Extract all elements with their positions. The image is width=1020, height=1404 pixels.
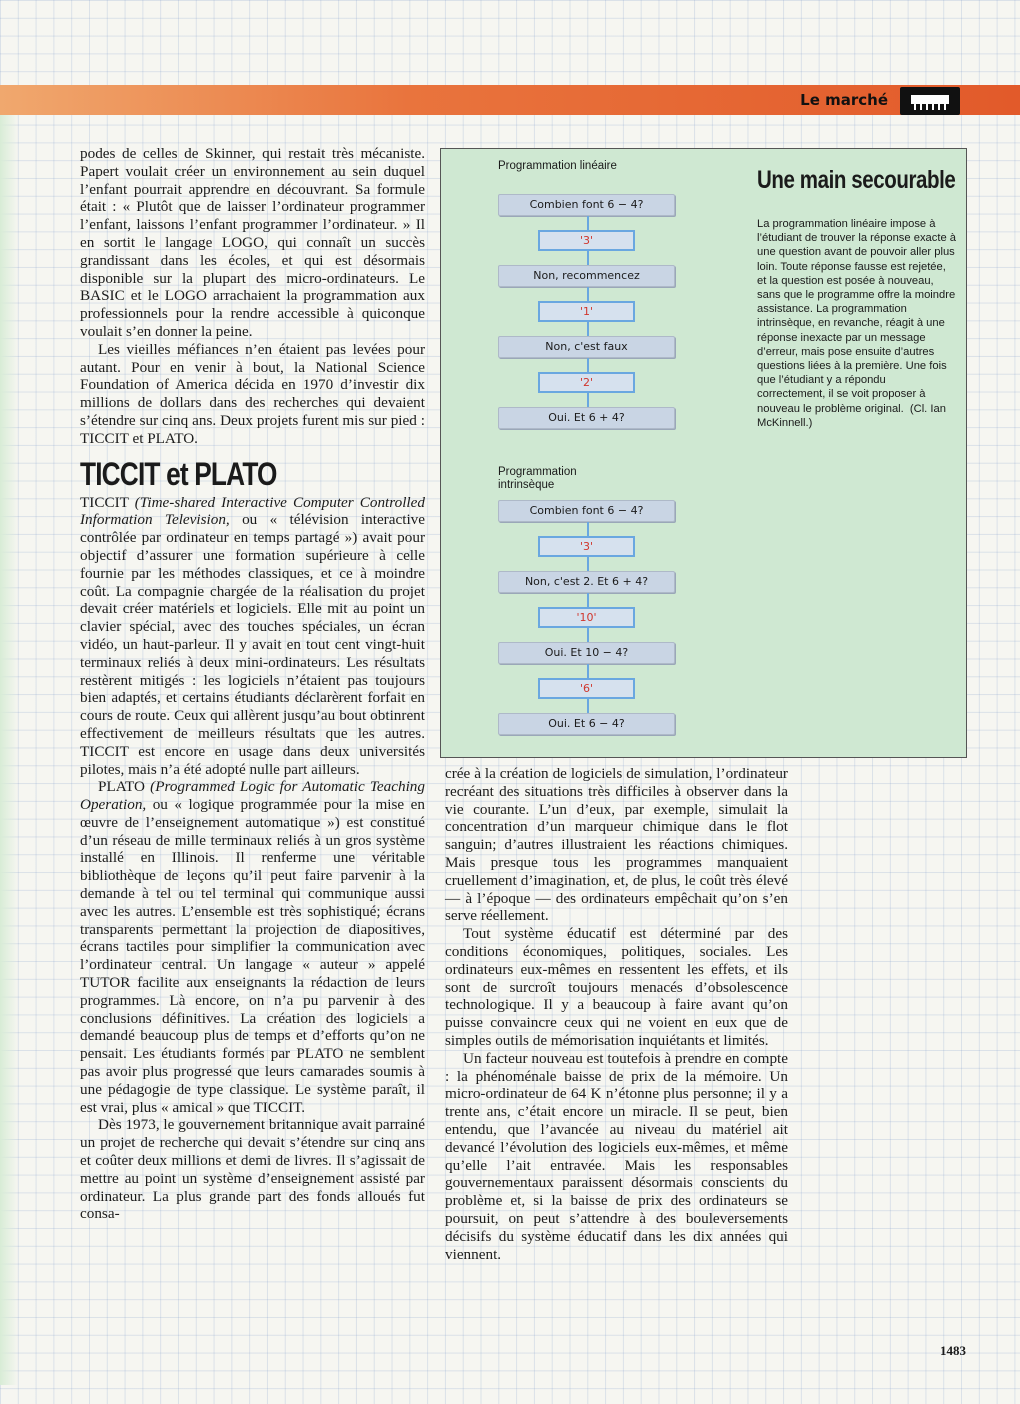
flow-question-box: Combien font 6 − 4? — [498, 194, 675, 216]
section-heading: TICCIT et PLATO — [80, 455, 277, 492]
sidebar-text — [757, 217, 957, 430]
plato-text: ou « logique programmée pour la mise en œuvre de l’enseignement automatique ») est constitué d’un réseau de mille terminaux reliés à un gros système installé en Illinois. Il renferme une véritable bibliothèque de leçons qu’il peut faire parvenir à la demande à tel ou tel terminal qui communique aussi avec les autres. L’ensemble est très sophistiqué; écrans transparents permettant la projection de diapositives, écrans tactiles pour simplifier la communication avec l’ordinateur central. Un langage « auteur » appelé TUTOR facilite aux enseignants la rédaction de leurs programmes. Là encore, on n’a pu parvenir à des conclusions définitives. La création des logiciels a demandé beaucoup plus de temps et d’efforts qu’on ne pensait. Les étudiants formés par PLATO ne semblent pas avoir plus progressé que leurs camarades soumis à une pédagogie de type classique. Le système paraît, il est vrai, plus « amical » que TICCIT. — [80, 796, 425, 1116]
paragraph: Les vieilles méfiances n’en étaient pas levées pour autant. Pour en venir à bout, la National Science Foundation of America décida en 1970 d’investir dix millions de dollars dans des recherches qui devaient s’étendre sur cinq ans. Deux projets furent mis sur pied : TICCIT et PLATO. — [80, 340, 425, 447]
paragraph: crée à la création de logiciels de simulation, l’ordinateur recréant des situations très difficiles à observer dans la vie courante. L’un d’eux, par exemple, simulait la concentration d’un marqueur chimique dans le flot sanguin; d’autres illustraient les réactions chimiques. Mais presque tous les programmes manquaient cruellement d’imagination, et, de plus, le coût très élevé — à l’époque — des ordinateurs empêchait qu’on s’en serve réellement. — [445, 765, 788, 925]
flow-connector — [587, 393, 589, 407]
page-number: 1483 — [940, 1343, 966, 1358]
paragraph — [80, 778, 425, 1116]
paragraph: podes de celles de Skinner, qui restait très mécaniste. Papert voulait créer un environnement au sein duquel l’enfant pourrait apprendre en découvrant. Sa formule était : « Plutôt que de laisser l’ordinateur programmer l’enfant, laissons l’enfant programmer l’ordinateur. » Il en sortit le langage LOGO, qui connaît un succès grandissant dans les écoles, et qui est désormais disponible sur la plupart des micro-ordinateurs. Le BASIC et le LOGO arrachaient la programmation aux professionnels pour la rendre accessible à quiconque voulait s’en donner la peine. — [80, 145, 425, 340]
flow-question-box: Non, c'est faux — [498, 336, 675, 358]
plato-lead: PLATO — [98, 778, 151, 796]
flow-connector — [587, 322, 589, 336]
section-logo-icon — [900, 87, 960, 115]
ticcit-text: ou « télévision interactive contrôlée par ordinateur en temps partagé ») avait pour objectif d’assurer une formation supérieure à celle fournie par les méthodes classiques, et ce à moindre coût. La compagnie chargée de la réalisation du projet devait créer matériels et logiciels. Elle mit au point un clavier spécial, avec des touches spéciales, un écran vidéo, un haut-parleur. Il y avait en tout cent vingt-huit terminaux reliés à deux mini-ordinateurs. Les résultats restèrent mitigés : les logiciels n’étaient pas toujours bien adaptés, et certains étudiants déclarèrent forfait en cours de route. Ceux qui allèrent jusqu’au bout obtinrent effectivement de meilleurs résultats que les autres. TICCIT est encore en usage dans deux universités pilotes, mais n’a été adopté nulle part ailleurs. — [80, 511, 425, 778]
flow-answer-box: '3' — [538, 536, 635, 557]
flow-connector — [587, 699, 589, 713]
flow-question-box: Non, recommencez — [498, 265, 675, 287]
section-title: Le marché — [800, 91, 888, 109]
plato-expansion: (Programmed Logic for Automatic Teaching Operation, — [80, 778, 425, 814]
flow-question-box: Non, c'est 2. Et 6 + 4? — [498, 571, 675, 593]
ticcit-expansion: (Time-shared Interactive Computer Controlled Information Television, — [80, 493, 425, 529]
flow-question-box: Oui. Et 6 − 4? — [498, 713, 675, 735]
sidebar-title: Une main secourable — [757, 166, 956, 194]
flow-connector — [587, 557, 589, 571]
flow-connector — [587, 593, 589, 607]
flow-connector — [587, 522, 589, 536]
flow-answer-box: '3' — [538, 230, 635, 251]
flow-question-box: Oui. Et 10 − 4? — [498, 642, 675, 664]
right-column — [445, 765, 788, 1263]
paragraph — [80, 494, 425, 779]
ticcit-lead: TICCIT — [80, 493, 135, 511]
flow-connector — [587, 358, 589, 372]
flow-question-box: Oui. Et 6 + 4? — [498, 407, 675, 429]
paragraph: Un facteur nouveau est toutefois à prendre en compte : la phénoménale baisse de prix de la mémoire. Un micro-ordinateur de 64 K n’étonne plus personne; il y a trente ans, c’était encore un miracle. Il se peut, bien entendu, que l’avancée au niveau du matériel ait devancé l’évolution des logiciels eux-mêmes, et même qu’elle l’ait entravée. Mais les responsables gouvernementaux paraissent désormais conscients du problème et, si la baisse de prix des ordinateurs se poursuit, on peut s’attendre à des bouleversements décisifs du système éducatif dans les dix années qui viennent. — [445, 1049, 788, 1263]
flow-connector — [587, 251, 589, 265]
paragraph: Tout système éducatif est déterminé par des conditions économiques, politiques, sociales. Les ordinateurs eux-mêmes en ressentent les effets, et ils sont de surcroît toujours menacés d’obsolescence technologique. Il y a beaucoup à faire avant qu’on puisse convaincre ceux qui ne voient en eux que de simples outils de mémorisation inquiétants et limités. — [445, 925, 788, 1049]
left-edge-tint — [0, 115, 18, 1385]
left-column — [80, 145, 425, 1223]
flow-answer-box: '2' — [538, 372, 635, 393]
flow-question-box: Combien font 6 − 4? — [498, 500, 675, 522]
flow-connector — [587, 628, 589, 642]
intrinsic-programming-label: Programmation intrinsèque — [498, 466, 577, 491]
flow-answer-box: '10' — [538, 607, 635, 628]
flow-answer-box: '6' — [538, 678, 635, 699]
flow-answer-box: '1' — [538, 301, 635, 322]
sidebar-caption: La programmation linéaire impose à l’étudiant de trouver la réponse exacte à une question avant de pouvoir aller plus loin. Toute réponse fausse est rejetée, et la question est posée à nouveau, sans que le programme offre la moindre assistance. La programmation intrinsèque, en revanche, réagit à une réponse inexacte par un message d’erreur, mais pose ensuite d’autres questions liées à la première. Une fois que l’étudiant y a répondu correctement, il se voit proposer à nouveau le problème original. — [757, 218, 957, 415]
flow-connector — [587, 216, 589, 230]
linear-programming-label: Programmation linéaire — [498, 160, 617, 172]
flow-connector — [587, 664, 589, 678]
photo-credit: (Cl. Ian McKinnell.) — [757, 402, 946, 429]
flow-connector — [587, 287, 589, 301]
paragraph: Dès 1973, le gouvernement britannique avait parrainé un projet de recherche qui devait s’étendre sur cinq ans et coûter deux millions et demi de livres. Il s’agissait de mettre au point un système d’enseignement assisté par ordinateur. La plus grande part des fonds alloués fut consa- — [80, 1116, 425, 1223]
